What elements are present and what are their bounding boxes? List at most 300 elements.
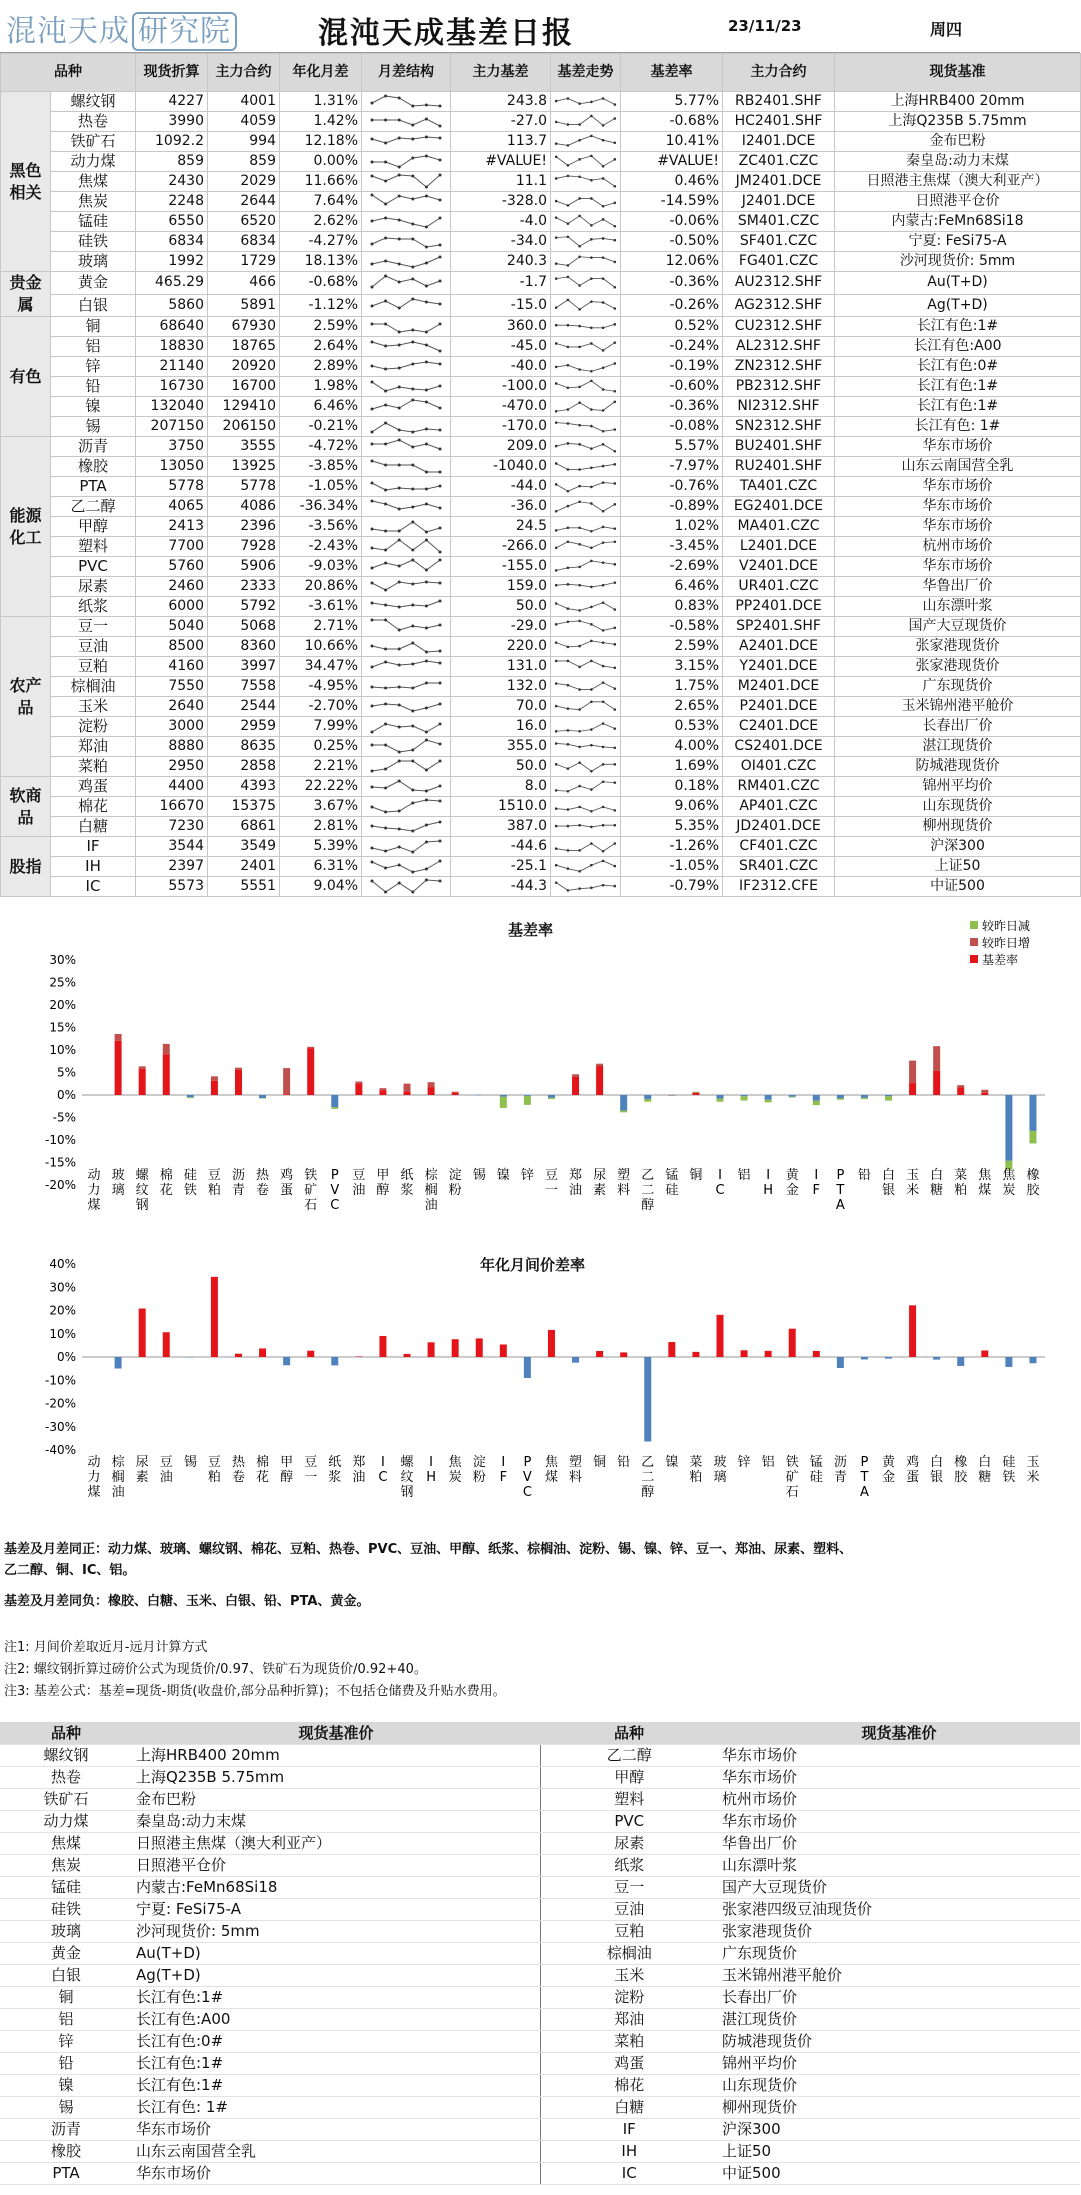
ref-price: 华东市场价: [718, 1767, 1080, 1789]
ref-price: 山东现货价: [718, 2075, 1080, 2097]
main-basis: -45.0: [451, 337, 551, 357]
basis-rate: 2.59%: [621, 637, 723, 657]
ref-product: 黄金: [0, 1943, 132, 1965]
spread-structure-sparkline: [362, 92, 451, 112]
product-name: 黄金: [51, 272, 136, 295]
futures-price: 18765: [208, 337, 280, 357]
basis-trend-line: [551, 377, 620, 396]
main-contract: I2401.DCE: [723, 132, 835, 152]
note-3: 注3: 基差公式：基差=现货-期货(收盘价,部分品种折算)；不包括仓储费及升贴水费用。: [4, 1684, 506, 1699]
basis-rate-bar: [1029, 1095, 1036, 1131]
spot-reference: 长春出厂价: [835, 717, 1081, 737]
ref-price: 沪深300: [718, 2119, 1080, 2141]
basis-trend-line: [551, 437, 620, 456]
basis-trend-sparkline: [551, 737, 621, 757]
futures-price: 5778: [208, 477, 280, 497]
change-bar: [404, 1084, 411, 1092]
basis-rate-bar: [379, 1090, 386, 1095]
ref-product: 铝: [0, 2009, 132, 2031]
product-name: 焦炭: [51, 192, 136, 212]
x-tick-label: 铁矿石: [785, 1455, 799, 1500]
x-tick-label: 淀粉: [472, 1455, 486, 1485]
basis-trend-line: [551, 637, 620, 656]
basis-rate: 1.69%: [621, 757, 723, 777]
spread-structure-sparkline: [362, 777, 451, 797]
legend-swatch: [970, 938, 978, 946]
product-name: 豆粕: [51, 657, 136, 677]
table-row: [1, 232, 1081, 252]
ref-product: 白糖: [540, 2097, 718, 2119]
spread-structure-line: [362, 517, 450, 536]
spot-reference: 长江有色: 1#: [835, 417, 1081, 437]
spread-structure-line: [362, 337, 450, 356]
futures-price: 5906: [208, 557, 280, 577]
spot-reference: 华东市场价: [835, 437, 1081, 457]
spread-structure-line: [362, 697, 450, 716]
spread-structure-sparkline: [362, 737, 451, 757]
basis-rate: -3.45%: [621, 537, 723, 557]
x-tick-label: 鸡蛋: [280, 1168, 294, 1198]
basis-rate: -0.24%: [621, 337, 723, 357]
spread-structure-sparkline: [362, 457, 451, 477]
spread-structure-line: [362, 537, 450, 556]
ref-product: 铜: [0, 1987, 132, 2009]
main-basis: -470.0: [451, 397, 551, 417]
annualized-spread: 3.67%: [280, 797, 362, 817]
basis-trend-line: [551, 252, 620, 271]
table-row: [1, 437, 1081, 457]
spread-rate-bar: [981, 1350, 988, 1357]
spot-reference: 柳州现货价: [835, 817, 1081, 837]
ref-product: 铁矿石: [0, 1789, 132, 1811]
product-name: 硅铁: [51, 232, 136, 252]
ref-header-product-right: 品种: [540, 1722, 718, 1745]
note-negative-sign: 基差及月差同负：橡胶、白糖、玉米、白银、铅、PTA、黄金。: [4, 1594, 370, 1609]
basis-trend-sparkline: [551, 537, 621, 557]
product-name: 尿素: [51, 577, 136, 597]
basis-rate: -0.68%: [621, 112, 723, 132]
annualized-spread: -4.72%: [280, 437, 362, 457]
spread-structure-line: [362, 317, 450, 336]
ref-product: 橡胶: [0, 2141, 132, 2163]
main-contract: Y2401.DCE: [723, 657, 835, 677]
table-row: [1, 357, 1081, 377]
y-tick-label: -20%: [44, 1178, 76, 1192]
x-tick-label: 铝: [761, 1455, 775, 1470]
main-contract: RB2401.SHF: [723, 92, 835, 112]
product-name: 纸浆: [51, 597, 136, 617]
basis-trend-sparkline: [551, 397, 621, 417]
notes-section: [0, 1538, 1080, 1718]
spread-structure-line: [362, 92, 450, 111]
spread-structure-line: [362, 857, 450, 876]
spot-price: 6550: [136, 212, 208, 232]
x-tick-label: 豆粕: [207, 1168, 221, 1198]
spot-reference: 湛江现货价: [835, 737, 1081, 757]
x-tick-label: 锰硅: [809, 1455, 823, 1485]
x-tick-label: 棉花: [159, 1168, 173, 1198]
ref-header-price-left: 现货基准价: [132, 1722, 540, 1745]
annualized-spread: -9.03%: [280, 557, 362, 577]
main-contract: OI401.CZC: [723, 757, 835, 777]
spread-structure-sparkline: [362, 294, 451, 317]
annualized-spread: 22.22%: [280, 777, 362, 797]
x-tick-label: 硅铁: [183, 1168, 197, 1198]
ref-price: 长春出厂价: [718, 1987, 1080, 2009]
x-tick-label: 郑油: [569, 1168, 583, 1198]
basis-trend-sparkline: [551, 232, 621, 252]
futures-price: 4393: [208, 777, 280, 797]
main-contract: SR401.CZC: [723, 857, 835, 877]
spot-reference: 华东市场价: [835, 557, 1081, 577]
legend-label: 基差率: [982, 953, 1019, 967]
annualized-spread: 1.42%: [280, 112, 362, 132]
spread-structure-sparkline: [362, 877, 451, 897]
spot-reference: Ag(T+D): [835, 294, 1081, 317]
spread-rate-bar: [548, 1330, 555, 1357]
spread-structure-line: [362, 192, 450, 211]
basis-rate: -0.19%: [621, 357, 723, 377]
ref-price: 山东漂叶浆: [718, 1855, 1080, 1877]
x-tick-label: 锌: [737, 1455, 751, 1470]
basis-rate-bar: [524, 1095, 531, 1096]
spread-rate-bar: [452, 1339, 459, 1357]
ref-product: 玻璃: [0, 1921, 132, 1943]
basis-rate: -0.58%: [621, 617, 723, 637]
spot-reference: 国产大豆现货价: [835, 617, 1081, 637]
spot-price: 859: [136, 152, 208, 172]
main-basis: 240.3: [451, 252, 551, 272]
basis-rate: 0.53%: [621, 717, 723, 737]
spread-structure-sparkline: [362, 797, 451, 817]
x-tick-label: 淀粉: [448, 1168, 462, 1198]
x-tick-label: 橡胶: [954, 1455, 968, 1485]
basis-rate-chart: [0, 905, 1080, 1213]
annualized-spread: -3.61%: [280, 597, 362, 617]
annualized-spread: 2.62%: [280, 212, 362, 232]
x-tick-label: 甲醇: [376, 1168, 390, 1198]
annualized-spread: 2.64%: [280, 337, 362, 357]
ref-product: 焦煤: [0, 1833, 132, 1855]
spot-price: 5573: [136, 877, 208, 897]
main-contract: JM2401.DCE: [723, 172, 835, 192]
x-tick-label: 沥青: [231, 1168, 245, 1198]
y-tick-label: -40%: [44, 1443, 76, 1457]
change-bar: [909, 1061, 916, 1084]
annualized-spread: 10.66%: [280, 637, 362, 657]
column-header: 基差走势: [551, 54, 621, 92]
spread-structure-sparkline: [362, 252, 451, 272]
x-tick-label: 铝: [737, 1168, 751, 1183]
spread-rate-bar: [1005, 1357, 1012, 1367]
ref-price: 宁夏: FeSi75-A: [132, 1899, 540, 1921]
table-row: [1, 112, 1081, 132]
main-basis: #VALUE!: [451, 152, 551, 172]
x-tick-label: 动力煤: [87, 1168, 101, 1213]
spread-rate-bar: [741, 1350, 748, 1357]
note-1: 注1: 月间价差取近月-远月计算方式: [4, 1640, 208, 1655]
futures-price: 2401: [208, 857, 280, 877]
ref-product: 塑料: [540, 1789, 718, 1811]
basis-rate-bar: [957, 1087, 964, 1095]
x-tick-label: 尿素: [593, 1168, 607, 1198]
x-tick-label: 焦煤: [978, 1168, 992, 1198]
product-name: 白银: [51, 294, 136, 317]
spot-price: 5760: [136, 557, 208, 577]
table-row: [0, 2163, 1080, 2185]
table-row: [0, 1745, 1080, 1767]
product-name: PTA: [51, 477, 136, 497]
ref-product: 镍: [0, 2075, 132, 2097]
basis-trend-sparkline: [551, 677, 621, 697]
ref-product: 动力煤: [0, 1811, 132, 1833]
spread-structure-sparkline: [362, 617, 451, 637]
table-row: [0, 1833, 1080, 1855]
report-title: 混沌天成基差日报: [318, 16, 574, 51]
ref-price: 国产大豆现货价: [718, 1877, 1080, 1899]
change-bar: [379, 1088, 386, 1090]
spread-rate-bar: [524, 1357, 531, 1378]
spread-structure-line: [362, 817, 450, 836]
basis-rate-bar: [404, 1091, 411, 1095]
main-basis: 16.0: [451, 717, 551, 737]
spread-structure-sparkline: [362, 172, 451, 192]
spot-reference: 张家港现货价: [835, 657, 1081, 677]
main-contract: IF2312.CFE: [723, 877, 835, 897]
basis-rate-bar: [644, 1095, 651, 1099]
x-tick-label: 白糖: [978, 1455, 992, 1485]
ref-price: 广东现货价: [718, 1943, 1080, 1965]
spot-price: 13050: [136, 457, 208, 477]
table-row: [0, 1899, 1080, 1921]
basis-rate: 12.06%: [621, 252, 723, 272]
basis-rate-bar: [741, 1095, 748, 1096]
change-bar: [716, 1099, 723, 1102]
spread-structure-sparkline: [362, 857, 451, 877]
spread-structure-line: [362, 557, 450, 576]
change-bar: [452, 1092, 459, 1093]
futures-price: 7558: [208, 677, 280, 697]
basis-trend-line: [551, 657, 620, 676]
ref-price: 长江有色:1#: [132, 2053, 540, 2075]
category-cell: 能源化工: [1, 437, 51, 617]
product-name: 玉米: [51, 697, 136, 717]
table-row: [0, 2097, 1080, 2119]
ref-product: 硅铁: [0, 1899, 132, 1921]
spot-price: 1092.2: [136, 132, 208, 152]
annualized-spread: 11.66%: [280, 172, 362, 192]
ref-price: Au(T+D): [132, 1943, 540, 1965]
x-tick-label: 乙二醇: [641, 1168, 655, 1213]
product-name: 锰硅: [51, 212, 136, 232]
spot-price: 6834: [136, 232, 208, 252]
main-basis: -44.3: [451, 877, 551, 897]
annualized-spread: 2.21%: [280, 757, 362, 777]
table-row: [0, 1767, 1080, 1789]
ref-product: PTA: [0, 2163, 132, 2185]
spot-price: 4227: [136, 92, 208, 112]
main-contract: V2401.DCE: [723, 557, 835, 577]
basis-rate: 1.75%: [621, 677, 723, 697]
annualized-spread: 2.89%: [280, 357, 362, 377]
basis-trend-line: [551, 797, 620, 816]
product-name: 乙二醇: [51, 497, 136, 517]
basis-rate-bar: [1005, 1095, 1012, 1161]
column-header: 主力合约: [208, 54, 280, 92]
basis-rate-bar: [596, 1066, 603, 1095]
spread-structure-sparkline: [362, 677, 451, 697]
basis-trend-line: [551, 757, 620, 776]
spread-structure-line: [362, 597, 450, 616]
main-basis: -44.0: [451, 477, 551, 497]
basis-rate: 0.52%: [621, 317, 723, 337]
annualized-spread: 7.64%: [280, 192, 362, 212]
x-tick-label: 动力煤: [87, 1455, 101, 1500]
x-tick-label: 尿素: [135, 1455, 149, 1485]
table-row: [1, 657, 1081, 677]
report-date: 23/11/23: [728, 17, 802, 35]
basis-trend-line: [551, 537, 620, 556]
ref-price: 秦皇岛:动力末煤: [132, 1811, 540, 1833]
y-tick-label: 10%: [49, 1043, 76, 1057]
futures-price: 129410: [208, 397, 280, 417]
annualized-spread: -3.85%: [280, 457, 362, 477]
basis-trend-line: [551, 212, 620, 231]
basis-rate-bar: [837, 1095, 844, 1098]
change-bar: [692, 1092, 699, 1093]
basis-trend-line: [551, 737, 620, 756]
ref-price: 杭州市场价: [718, 1789, 1080, 1811]
basis-rate: -0.06%: [621, 212, 723, 232]
spot-reference: 长江有色:A00: [835, 337, 1081, 357]
spot-reference: 上海Q235B 5.75mm: [835, 112, 1081, 132]
spot-price: 7230: [136, 817, 208, 837]
legend-swatch: [970, 921, 978, 929]
product-name: 郑油: [51, 737, 136, 757]
spread-rate-bar: [885, 1357, 892, 1359]
spread-rate-bar: [500, 1344, 507, 1357]
spread-rate-bar: [379, 1336, 386, 1357]
y-tick-label: 40%: [49, 1257, 76, 1271]
basis-trend-sparkline: [551, 132, 621, 152]
spot-reference: 华东市场价: [835, 517, 1081, 537]
spread-structure-sparkline: [362, 437, 451, 457]
table-row: [0, 1921, 1080, 1943]
ref-product: 螺纹钢: [0, 1745, 132, 1767]
spot-reference: 山东现货价: [835, 797, 1081, 817]
spot-price: 207150: [136, 417, 208, 437]
x-tick-label: 豆油: [352, 1168, 366, 1198]
basis-rate-bar: [139, 1069, 146, 1095]
futures-price: 3549: [208, 837, 280, 857]
product-name: 棕榈油: [51, 677, 136, 697]
x-tick-label: P T A: [859, 1455, 869, 1500]
main-basis: 8.0: [451, 777, 551, 797]
spot-price: 16730: [136, 377, 208, 397]
spot-reference: 张家港现货价: [835, 637, 1081, 657]
table-row: [1, 557, 1081, 577]
basis-trend-sparkline: [551, 877, 621, 897]
basis-trend-line: [551, 417, 620, 436]
main-basis: -4.0: [451, 212, 551, 232]
basis-trend-line: [551, 837, 620, 856]
spot-reference: 日照港主焦煤（澳大利亚产）: [835, 172, 1081, 192]
product-name: 白糖: [51, 817, 136, 837]
basis-trend-line: [551, 857, 620, 876]
basis-trend-line: [551, 817, 620, 836]
ref-price: 山东云南国营全乳: [132, 2141, 540, 2163]
change-bar: [307, 1047, 314, 1048]
main-contract: PB2312.SHF: [723, 377, 835, 397]
table-row: [1, 397, 1081, 417]
table-row: [1, 697, 1081, 717]
futures-price: 3997: [208, 657, 280, 677]
spread-structure-line: [362, 112, 450, 131]
futures-price: 2029: [208, 172, 280, 192]
spread-rate-bar: [620, 1352, 627, 1357]
spread-structure-line: [362, 477, 450, 496]
product-name: 棉花: [51, 797, 136, 817]
product-name: 锡: [51, 417, 136, 437]
spread-rate-bar: [692, 1352, 699, 1357]
spread-rate-bar: [283, 1357, 290, 1365]
report-header: [0, 0, 1080, 53]
product-name: 热卷: [51, 112, 136, 132]
spread-rate-bar: [139, 1309, 146, 1357]
spread-structure-line: [362, 797, 450, 816]
basis-trend-sparkline: [551, 557, 621, 577]
product-name: IF: [51, 837, 136, 857]
basis-trend-line: [551, 597, 620, 616]
product-name: 玻璃: [51, 252, 136, 272]
annualized-spread: 34.47%: [280, 657, 362, 677]
basis-trend-line: [551, 132, 620, 151]
x-tick-label: 菜粕: [954, 1168, 968, 1198]
product-name: 螺纹钢: [51, 92, 136, 112]
change-bar: [885, 1096, 892, 1101]
main-contract: AP401.CZC: [723, 797, 835, 817]
spread-rate-bar: [837, 1357, 844, 1368]
futures-price: 5551: [208, 877, 280, 897]
spread-rate-bar: [572, 1357, 579, 1363]
main-basis: 11.1: [451, 172, 551, 192]
y-tick-label: -10%: [44, 1133, 76, 1147]
change-bar: [789, 1097, 796, 1098]
ref-product: 鸡蛋: [540, 2053, 718, 2075]
ref-price: 长江有色:1#: [132, 1987, 540, 2009]
column-header: 现货基准: [835, 54, 1081, 92]
table-row: [0, 2119, 1080, 2141]
spread-structure-sparkline: [362, 537, 451, 557]
basis-rate-bar: [789, 1095, 796, 1097]
annualized-spread: -2.70%: [280, 697, 362, 717]
annualized-spread: 12.18%: [280, 132, 362, 152]
table-row: [1, 337, 1081, 357]
note-same-sign-cont: 乙二醇、铜、IC、铝。: [4, 1563, 136, 1578]
product-name: 动力煤: [51, 152, 136, 172]
annualized-spread: -2.43%: [280, 537, 362, 557]
basis-trend-line: [551, 777, 620, 796]
basis-rate-bar: [187, 1095, 194, 1097]
basis-rate-chart-title: 基差率: [508, 921, 554, 939]
spot-reference-table: [0, 1722, 1080, 2185]
futures-price: 8360: [208, 637, 280, 657]
x-tick-label: I F: [499, 1455, 508, 1485]
y-tick-label: -20%: [44, 1396, 76, 1411]
futures-price: 2959: [208, 717, 280, 737]
x-tick-label: 棉花: [256, 1455, 270, 1485]
ref-product: 锌: [0, 2031, 132, 2053]
